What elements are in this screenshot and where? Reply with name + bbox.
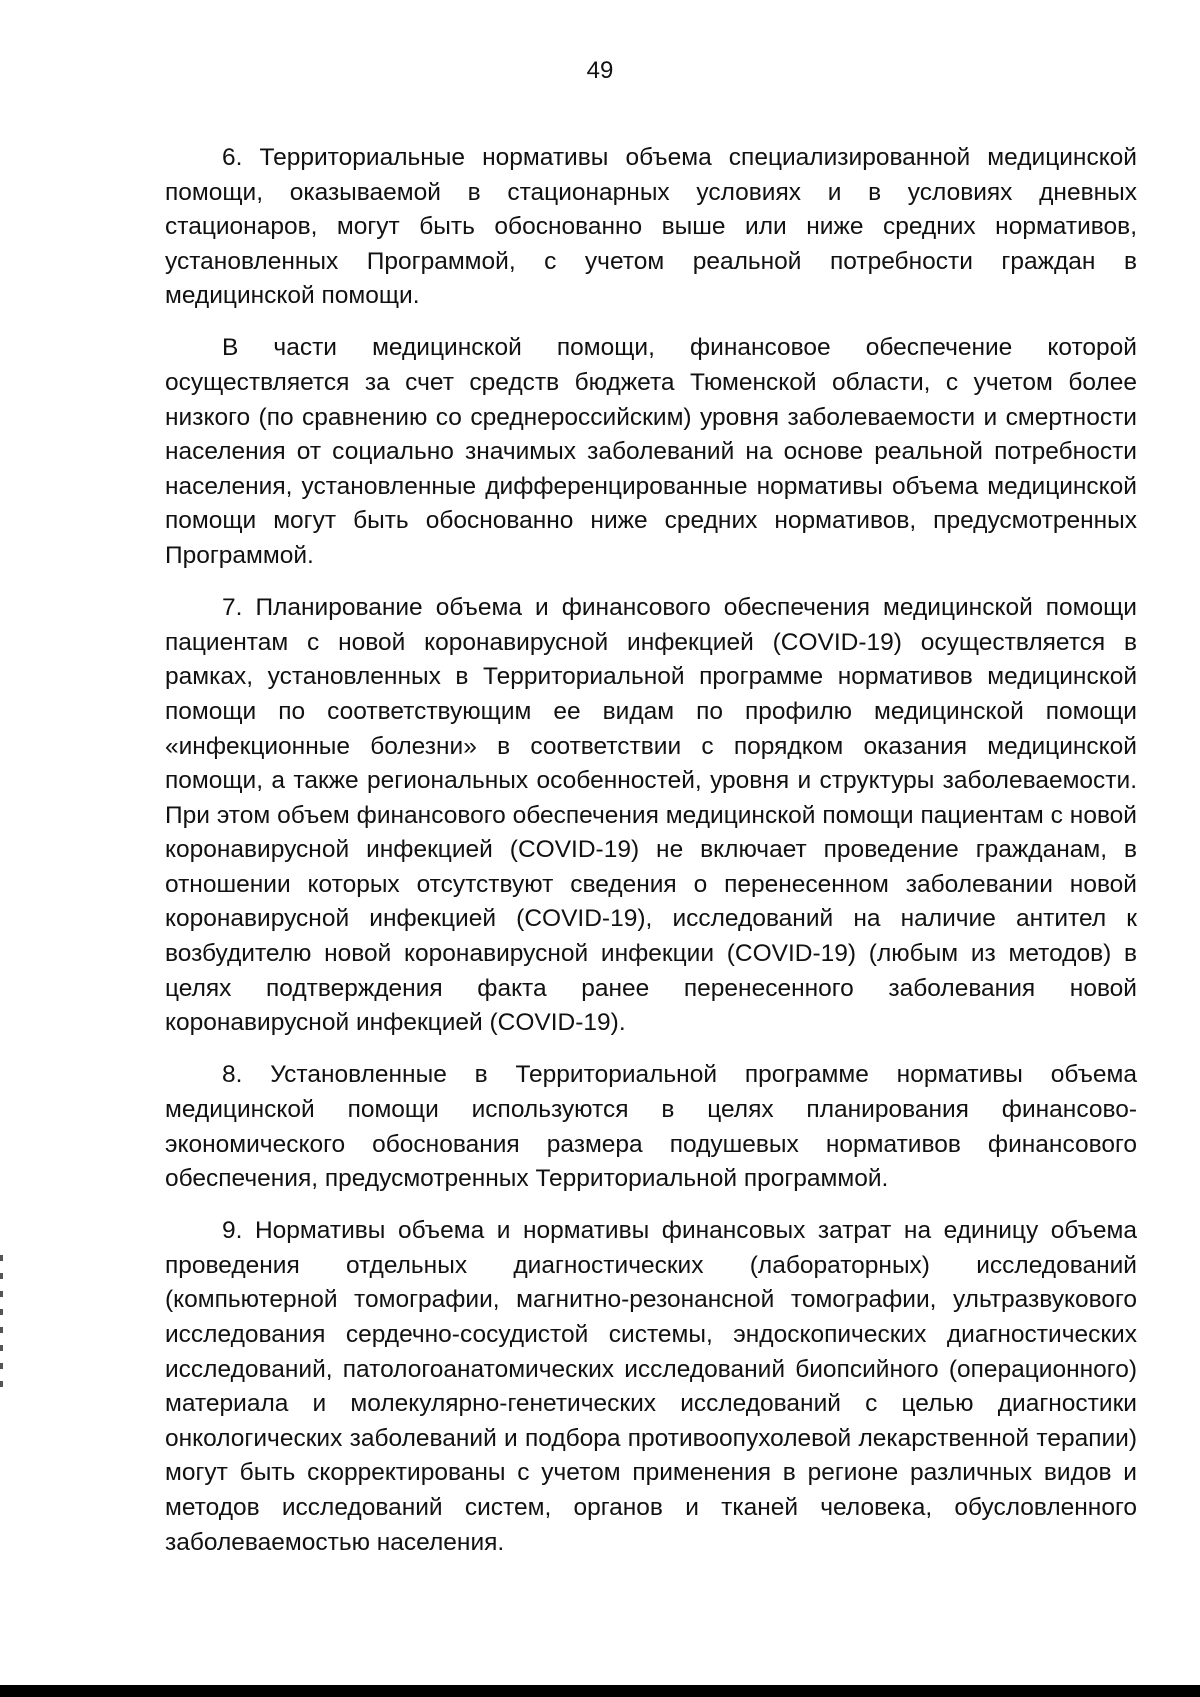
page-body: [165, 141, 1137, 1578]
paragraph-7: 7. Планирование объема и финансового обеспечения медицинской помощи пациентам с новой коронавирусной инфекцией (COVID-19) осуществляется в рамках, установленных в Территориальной программе нормативов медицинской помощи по соответствующим ее видам по профилю медицинской помощи «инфекционные болезни» в соответствии с порядком оказания медицинской помощи, а также региональных особенностей, уровня и структуры заболеваемости. При этом объем финансового обеспечения медицинской помощи пациентам с новой коронавирусной инфекцией (COVID-19) не включает проведение гражданам, в отношении которых отсутствуют сведения о перенесенном заболевании новой коронавирусной инфекцией (COVID-19), исследований на наличие антител к возбудителю новой коронавирусной инфекции (COVID-19) (любым из методов) в целях подтверждения факта ранее перенесенного заболевания новой коронавирусной инфекцией (COVID-19).: [165, 594, 1137, 1037]
scan-bottom-edge: [0, 1685, 1200, 1697]
paragraph-6-continued: В части медицинской помощи, финансовое обеспечение которой осуществляется за счет средств бюджета Тюменской области, с учетом более низкого (по сравнению со среднероссийским) уровня заболеваемости и смертности населения от социально значимых заболеваний на основе реальной потребности населения, установленные дифференцированные нормативы объема медицинской помощи могут быть обоснованно ниже средних нормативов, предусмотренных Программой.: [165, 334, 1137, 570]
scan-edge-marks: [0, 1255, 3, 1395]
paragraph-6: 6. Территориальные нормативы объема специализированной медицинской помощи, оказываемой в стационарных условиях и в условиях дневных стационаров, могут быть обоснованно выше или ниже средних нормативов, установленных Программой, с учетом реальной потребности граждан в медицинской помощи.: [165, 144, 1137, 310]
page-number: 49: [586, 57, 614, 84]
paragraph-8: 8. Установленные в Территориальной программе нормативы объема медицинской помощи используются в целях планирования финансово-экономического обоснования размера подушевых нормативов финансового обеспечения, предусмотренных Территориальной программой.: [165, 1061, 1137, 1193]
paragraph-9: 9. Нормативы объема и нормативы финансовых затрат на единицу объема проведения отдельных диагностических (лабораторных) исследований (компьютерной томографии, магнитно-резонансной томографии, ультразвукового исследования сердечно-сосудистой системы, эндоскопических диагностических исследований, патологоанатомических исследований биопсийного (операционного) материала и молекулярно-генетических исследований с целью диагностики онкологических заболеваний и подбора противоопухолевой лекарственной терапии) могут быть скорректированы с учетом применения в регионе различных видов и методов исследований систем, органов и тканей человека, обусловленного заболеваемостью населения.: [165, 1217, 1137, 1556]
